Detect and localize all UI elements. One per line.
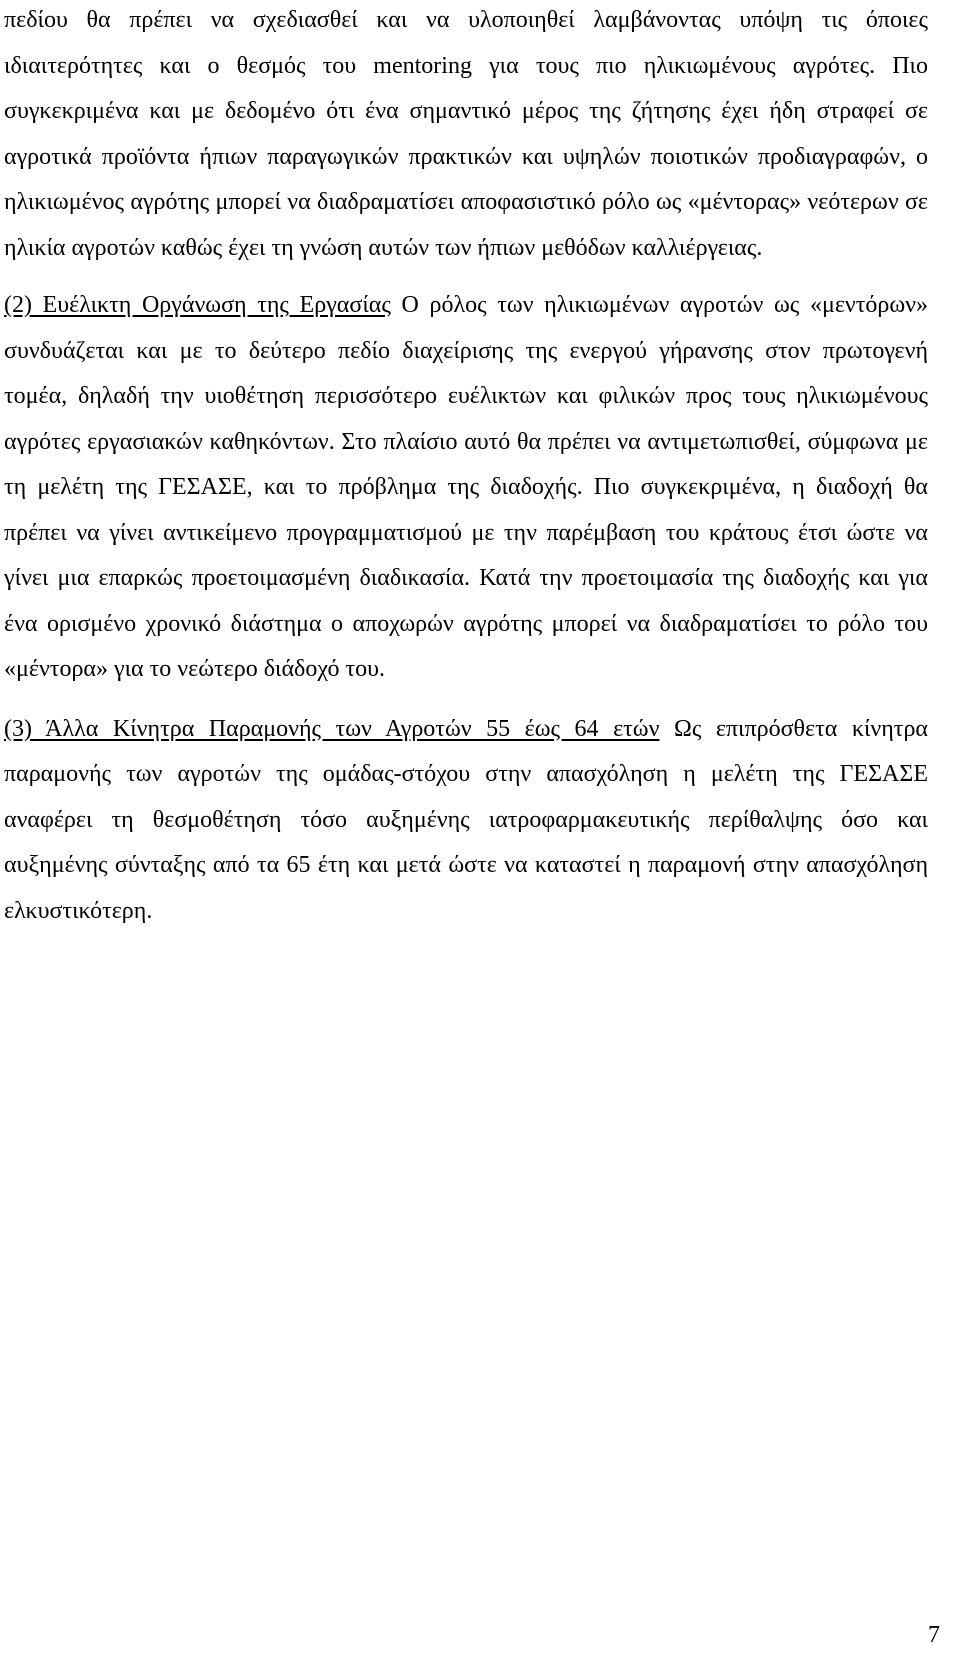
page-number: 7 bbox=[928, 1622, 940, 1648]
section-heading: (2) Ευέλικτη Οργάνωση της Εργασίας bbox=[4, 292, 391, 318]
paragraph-text: Ως επιπρόσθετα κίνητρα παραμονής των αγροτών της ομάδας-στόχου στην απασχόληση η μελέτη της ΓΕΣΑΣΕ αναφέρει τη θεσμοθέτηση τόσο αυξημένης ιατροφαρμακευτικής περίθαλψης όσο και αυξημένης σύνταξης από τα 65 έτη και μετά ώστε να καταστεί η παραμονή στην απασχόληση ελκυστικότερη. bbox=[4, 715, 928, 924]
paragraph-flexible-work-organization bbox=[4, 283, 928, 693]
section-heading: (3) Άλλα Κίνητρα Παραμονής των Αγροτών 55 έως 64 ετών bbox=[4, 715, 660, 742]
paragraph-continuation bbox=[4, 0, 928, 271]
paragraph-other-incentives bbox=[4, 707, 928, 935]
document-page bbox=[4, 0, 928, 934]
paragraph-text: πεδίου θα πρέπει να σχεδιασθεί και να υλοποιηθεί λαμβάνοντας υπόψη τις όποιες ιδιαιτερότητες και ο θεσμός του mentoring για τους πιο ηλικιωμένους αγρότες. Πιο συγκεκριμένα και με δεδομένο ότι ένα σημαντικό μέρος της ζήτησης έχει ήδη στραφεί σε αγροτικά προϊόντα ήπιων παραγωγικών πρακτικών και υψηλών ποιοτικών προδιαγραφών, ο ηλικιωμένος αγρότης μπορεί να διαδραματίσει αποφασιστικό ρόλο ως «μέντορας» νεότερων σε ηλικία αγροτών καθώς έχει τη γνώση αυτών των ήπιων μεθόδων καλλιέργειας. bbox=[4, 7, 928, 261]
paragraph-text: Ο ρόλος των ηλικιωμένων αγροτών ως «μεντόρων» συνδυάζεται και με το δεύτερο πεδίο διαχείρισης της ενεργού γήρανσης στον πρωτογενή τομέα, δηλαδή την υιοθέτηση περισσότερο ευέλικτων και φιλικών προς τους ηλικιωμένους αγρότες εργασιακών καθηκόντων. Στο πλαίσιο αυτό θα πρέπει να αντιμετωπισθεί, σύμφωνα με τη μελέτη της ΓΕΣΑΣΕ, και το πρόβλημα της διαδοχής. Πιο συγκεκριμένα, η διαδοχή θα πρέπει να γίνει αντικείμενο προγραμματισμού με την παρέμβαση του κράτους έτσι ώστε να γίνει μια επαρκώς προετοιμασμένη διαδικασία. Κατά την προετοιμασία της διαδοχής και για ένα ορισμένο χρονικό διάστημα ο αποχωρών αγρότης μπορεί να διαδραματίσει το ρόλο του «μέντορα» για το νεώτερο διάδοχό του. bbox=[4, 292, 929, 682]
